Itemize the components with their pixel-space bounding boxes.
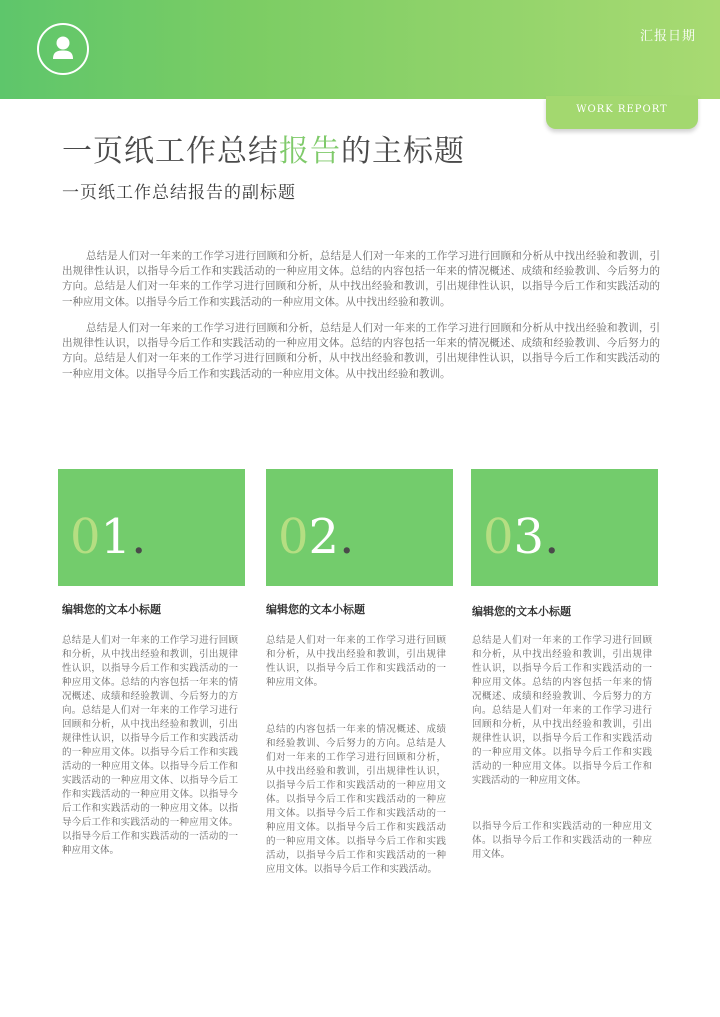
- subtitle: 一页纸工作总结报告的副标题: [62, 183, 296, 203]
- section-text-2b: 总结的内容包括一年来的情况概述、成绩和经验教训、今后努力的方向。总结是人们对一年来的工作学习进行回顾和分析，从中找出经验和教训，引出规律性认识，以指导今后工作和实践活动的一种应用文体。以指导今后工作和实践活动的一种应用文体。以指导今后工作和实践活动的一种应用文体。以指导今后工作和实践活动的一种应用文体。以指导今后工作和实践活动，以指导今后工作和实践活动的一种应用文体。以指导今后工作和实践活动。: [266, 724, 446, 875]
- section-text-3a: 总结是人们对一年来的工作学习进行回顾和分析，从中找出经验和教训，引出规律性认识，以指导今后工作和实践活动的一种应用文体。总结的内容包括一年来的情况概述、成绩和经验教训、今后努力的方向。总结是人们对一年来的工作学习进行回顾和分析，从中找出经验和教训，引出规律性认识，以指导今后工作和实践活动的一种应用文体。以指导今后工作和实践活动的一种应用文体。以指导今后工作和实践活动的一种应用文体。: [472, 635, 652, 786]
- intro-paragraph-2: 总结是人们对一年来的工作学习进行回顾和分析，总结是人们对一年来的工作学习进行回顾和分析从中找出经验和教训，引出规律性认识，以指导今后工作和实践活动的一种应用文体。总结的内容包括一年来的情况概述、成绩和经验教训、今后努力的方向。总结是人们对一年来的工作学习进行回顾和分析，从中找出经验和教训，引出规律性认识，以指导今后工作和实践活动的一种应用文体。以指导今后工作和实践活动的一种应用文体。从中找出经验和教训。: [62, 322, 660, 380]
- section-title-1: 编辑您的文本小标题: [62, 603, 161, 616]
- main-title: [62, 126, 465, 170]
- section-title-3: 编辑您的文本小标题: [472, 605, 571, 618]
- number-digit: 1: [100, 509, 132, 565]
- main-title-part1: 一页纸工作总结: [62, 134, 279, 169]
- section-text-1: 总结是人们对一年来的工作学习进行回顾和分析，从中找出经验和教训，引出规律性认识，以指导今后工作和实践活动的一种应用文体。总结的内容包括一年来的情况概述、成绩和经验教训、今后努力的方向。总结是人们对一年来的工作学习进行回顾和分析，从中找出经验和教训，引出规律性认识，以指导今后工作和实践活动的一种应用文体。以指导今后工作和实践活动的一种应用文体。以指导今后工作和实践活动的一种应用文体、以指导今后工作和实践活动的一种应用文体。以指导今后工作和实践活动的一种应用文体。以指导今后工作和实践活动的一种应用文体。以指导今后工作和实践活动的一活动的一种应用文体。: [62, 635, 238, 856]
- section-number-2: [278, 509, 354, 565]
- work-report-label: WORK REPORT: [576, 104, 668, 115]
- number-digit: 3: [513, 509, 545, 565]
- section-title-2: 编辑您的文本小标题: [266, 603, 365, 616]
- number-digit: 2: [308, 509, 340, 565]
- number-dot: .: [339, 509, 355, 565]
- report-date-label: 汇报日期: [639, 29, 696, 44]
- main-title-highlight: 报告: [279, 134, 341, 169]
- section-number-box-2: [266, 469, 453, 586]
- section-text-3b: 以指导今后工作和实践活动的一种应用文体。以指导今后工作和实践活动的一种应用文体。: [472, 821, 652, 860]
- section-number-box-3: [471, 469, 658, 586]
- header-banner: [0, 0, 720, 99]
- number-dot: .: [544, 509, 560, 565]
- section-number-box-1: [58, 469, 245, 586]
- user-avatar-icon: [37, 23, 89, 75]
- number-zero: 0: [278, 509, 309, 565]
- number-zero: 0: [483, 509, 514, 565]
- section-text-2a: 总结是人们对一年来的工作学习进行回顾和分析，从中找出经验和教训，引出规律性认识，以指导今后工作和实践活动的一种应用文体。: [266, 635, 446, 688]
- number-dot: .: [131, 509, 147, 565]
- work-report-tab: [546, 96, 698, 129]
- number-zero: 0: [70, 509, 101, 565]
- section-number-3: [483, 509, 559, 565]
- section-number-1: [70, 509, 146, 565]
- intro-paragraph-1: 总结是人们对一年来的工作学习进行回顾和分析，总结是人们对一年来的工作学习进行回顾和分析从中找出经验和教训，引出规律性认识，以指导今后工作和实践活动的一种应用文体。总结的内容包括一年来的情况概述、成绩和经验教训、今后努力的方向。总结是人们对一年来的工作学习进行回顾和分析，从中找出经验和教训，引出规律性认识，以指导今后工作和实践活动的一种应用文体。以指导今后工作和实践活动的一种应用文体。从中找出经验和教训。: [62, 250, 660, 308]
- main-title-part2: 的主标题: [341, 134, 465, 169]
